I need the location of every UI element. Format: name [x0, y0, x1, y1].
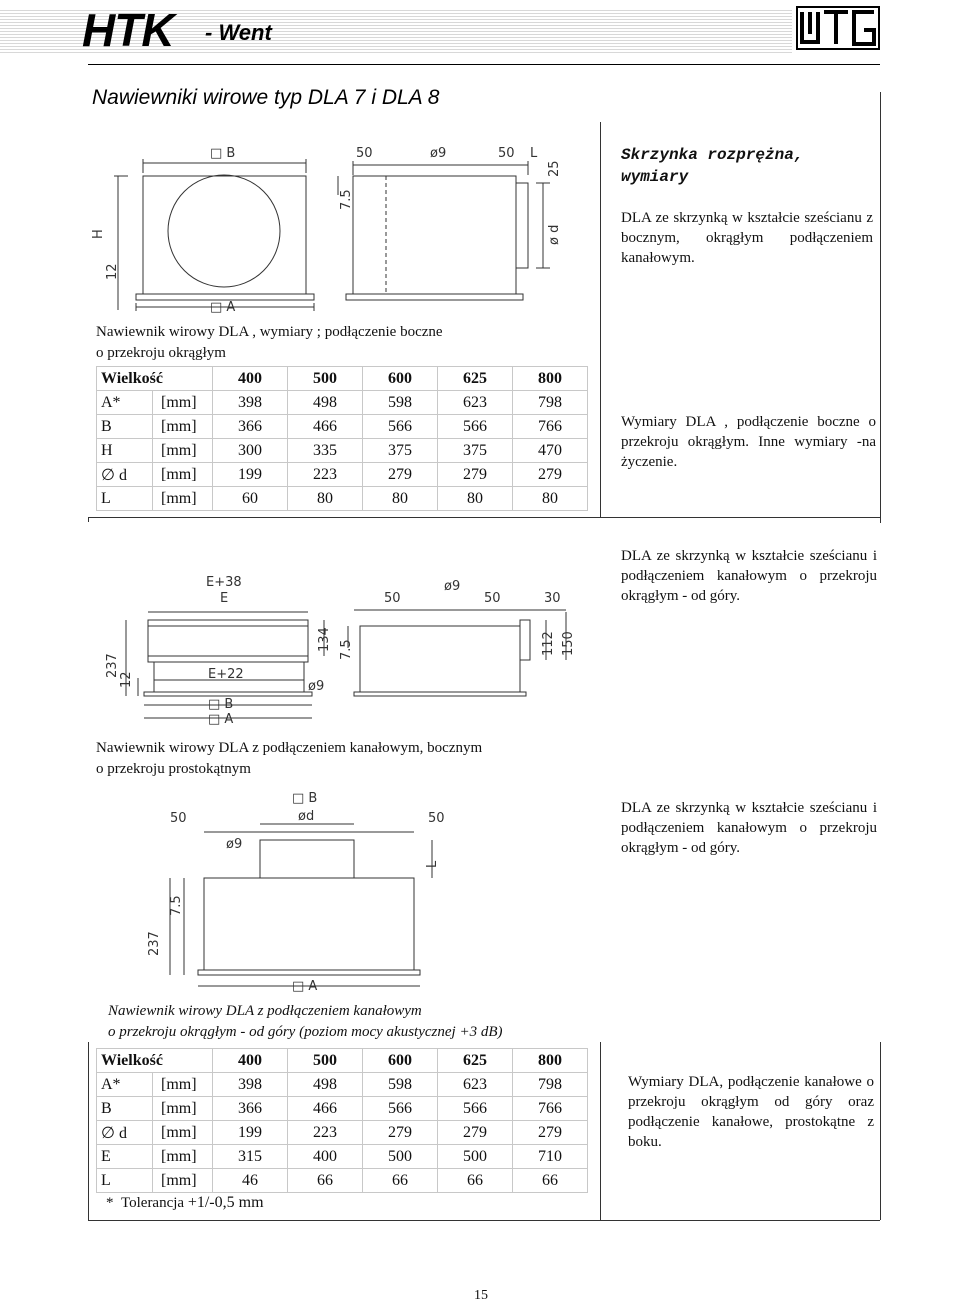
page-title: Nawiewniki wirowe typ DLA 7 i DLA 8: [92, 86, 440, 109]
row-label: B: [97, 1097, 153, 1121]
unit-cell: [mm]: [153, 1097, 213, 1121]
unit-cell: [mm]: [153, 1073, 213, 1097]
dim-50-right: 50: [498, 146, 515, 161]
unit-cell: [mm]: [153, 415, 213, 439]
spec-table-1: [96, 366, 588, 511]
row-label: L: [97, 1169, 153, 1193]
value-cell: 466: [288, 1097, 363, 1121]
dim-50-left-3: 50: [170, 811, 187, 826]
value-cell: 66: [288, 1169, 363, 1193]
value-cell: 46: [213, 1169, 288, 1193]
tolerance-star: *: [106, 1195, 114, 1211]
dim-h: H: [91, 229, 106, 239]
value-cell: 500: [438, 1145, 513, 1169]
value-cell: 600: [363, 367, 438, 391]
rule-tick: [88, 517, 89, 522]
htk-logo: HTK: [82, 4, 174, 56]
value-cell: 400: [213, 1049, 288, 1073]
value-cell: 60: [213, 487, 288, 511]
row-label: E: [97, 1145, 153, 1169]
dim-237: 237: [105, 653, 120, 678]
caption-1-line1: Nawiewnik wirowy DLA , wymiary ; podłączenie boczne: [96, 324, 443, 340]
dim-l3: L: [425, 860, 440, 868]
value-cell: 66: [513, 1169, 588, 1193]
value-cell: 279: [513, 1121, 588, 1145]
value-cell: 625: [438, 1049, 513, 1073]
section-rule-1: [88, 517, 880, 518]
value-cell: 80: [513, 487, 588, 511]
value-cell: 766: [513, 1097, 588, 1121]
dim-12: 12: [105, 263, 120, 280]
value-cell: 400: [288, 1145, 363, 1169]
dim-237-3: 237: [147, 931, 162, 956]
value-cell: 279: [438, 463, 513, 487]
dim-a2: □ A: [208, 712, 234, 727]
dim-30: 30: [544, 591, 561, 606]
value-cell: 600: [363, 1049, 438, 1073]
value-cell: 279: [438, 1121, 513, 1145]
value-cell: 498: [288, 1073, 363, 1097]
dim-150: 150: [561, 631, 576, 656]
row-label: ∅ d: [97, 463, 153, 487]
drawing-top-connection: [140, 788, 470, 996]
dim-134: 134: [317, 627, 332, 652]
row-label: Wielkość: [97, 367, 213, 391]
table-row: [97, 1169, 588, 1193]
tolerance-label: Tolerancja: [121, 1195, 185, 1211]
dim-50-right-2: 50: [484, 591, 501, 606]
table-row: [97, 1097, 588, 1121]
drawing-side-connection: [88, 135, 598, 315]
dim-25: 25: [547, 160, 562, 177]
divider-bottom: [600, 1042, 601, 1220]
unit-cell: [mm]: [153, 391, 213, 415]
table-row: [97, 1073, 588, 1097]
rule-tick: [880, 517, 881, 523]
side-text-4: DLA ze skrzynką w kształcie sześcianu i podłączeniem kanałowym o przekroju okrągłym - od góry.: [621, 800, 877, 856]
value-cell: 798: [513, 1073, 588, 1097]
caption-2-line2: o przekroju prostokątnym: [96, 761, 251, 777]
caption-2-line1: Nawiewnik wirowy DLA z podłączeniem kanałowym, bocznym: [96, 740, 483, 756]
value-cell: 300: [213, 439, 288, 463]
value-cell: 400: [213, 367, 288, 391]
right-border-top: [880, 92, 881, 517]
section-rule-2: [88, 1220, 880, 1221]
dim-od: ø d: [547, 224, 562, 245]
value-cell: 798: [513, 391, 588, 415]
value-cell: 366: [213, 1097, 288, 1121]
dim-12b: 12: [119, 671, 134, 688]
dim-phi9-b: ø9: [444, 579, 461, 594]
unit-cell: [mm]: [153, 439, 213, 463]
dim-112: 112: [541, 631, 556, 656]
value-cell: 500: [363, 1145, 438, 1169]
table-row: [97, 487, 588, 511]
value-cell: 623: [438, 391, 513, 415]
value-cell: 566: [363, 415, 438, 439]
value-cell: 366: [213, 415, 288, 439]
dim-od3: ød: [298, 809, 315, 824]
page-number: 15: [474, 1288, 488, 1303]
dim-a: □ A: [210, 300, 236, 315]
left-border-bottom: [88, 1042, 89, 1220]
value-cell: 199: [213, 1121, 288, 1145]
value-cell: 766: [513, 415, 588, 439]
value-cell: 80: [438, 487, 513, 511]
unit-cell: [mm]: [153, 487, 213, 511]
value-cell: 66: [363, 1169, 438, 1193]
dim-50-left: 50: [356, 146, 373, 161]
table-row: [97, 439, 588, 463]
unit-cell: [mm]: [153, 1121, 213, 1145]
dim-7-5c: 7.5: [169, 895, 184, 916]
row-label: A*: [97, 391, 153, 415]
value-cell: 498: [288, 391, 363, 415]
side-text-2: Wymiary DLA , podłączenie boczne o przekroju okrągłym. Inne wymiary -na życzenie.: [621, 414, 876, 470]
value-cell: 279: [513, 463, 588, 487]
value-cell: 66: [438, 1169, 513, 1193]
value-cell: 279: [363, 463, 438, 487]
caption-3-line2: o przekroju okrągłym - od góry (poziom mocy akustycznej +3 dB): [108, 1024, 503, 1040]
dim-50-left-2: 50: [384, 591, 401, 606]
unit-cell: [mm]: [153, 1145, 213, 1169]
value-cell: 223: [288, 463, 363, 487]
value-cell: 623: [438, 1073, 513, 1097]
value-cell: 500: [288, 367, 363, 391]
drawing-rect-connection: [96, 568, 586, 728]
value-cell: 335: [288, 439, 363, 463]
dim-e38: E+38: [206, 575, 242, 590]
side-heading-skrzynka: Skrzynka rozprężna, wymiary: [621, 146, 804, 186]
dim-e22: E+22: [208, 667, 244, 682]
value-cell: 598: [363, 391, 438, 415]
dim-phi9-a: ø9: [308, 679, 325, 694]
value-cell: 566: [363, 1097, 438, 1121]
value-cell: 710: [513, 1145, 588, 1169]
table-row: [97, 1121, 588, 1145]
dim-7-5: 7.5: [339, 189, 354, 210]
value-cell: 223: [288, 1121, 363, 1145]
value-cell: 375: [438, 439, 513, 463]
divider-top: [600, 122, 601, 517]
dim-l: L: [530, 146, 538, 161]
dim-50-right-3: 50: [428, 811, 445, 826]
dim-phi9: ø9: [430, 146, 447, 161]
dim-b2: □ B: [208, 697, 234, 712]
row-label: H: [97, 439, 153, 463]
row-label: L: [97, 487, 153, 511]
header-rule: [88, 64, 880, 65]
spec-table-2: [96, 1048, 588, 1193]
went-logo-text: - Went: [205, 20, 272, 45]
value-cell: 566: [438, 415, 513, 439]
table-row: [97, 463, 588, 487]
side-text-3: DLA ze skrzynką w kształcie sześcianu i podłączeniem kanałowym o przekroju okrągłym - od góry.: [621, 548, 877, 604]
value-cell: 470: [513, 439, 588, 463]
unit-cell: [mm]: [153, 463, 213, 487]
value-cell: 279: [363, 1121, 438, 1145]
value-cell: 598: [363, 1073, 438, 1097]
value-cell: 625: [438, 367, 513, 391]
value-cell: 80: [363, 487, 438, 511]
table-row: [97, 415, 588, 439]
dim-e: E: [220, 591, 229, 606]
table-header-row: [97, 1049, 588, 1073]
table-row: [97, 391, 588, 415]
dim-phi9-3: ø9: [226, 837, 243, 852]
value-cell: 315: [213, 1145, 288, 1169]
row-label: A*: [97, 1073, 153, 1097]
row-label: B: [97, 415, 153, 439]
caption-3-line1: Nawiewnik wirowy DLA z podłączeniem kanałowym: [108, 1003, 422, 1019]
row-label: Wielkość: [97, 1049, 213, 1073]
dim-b3: □ B: [292, 791, 318, 806]
side-text-5: Wymiary DLA, podłączenie kanałowe o przekroju okrągłym od góry oraz podłączenie kanałowe, prostokątne z boku.: [628, 1074, 874, 1150]
value-cell: 199: [213, 463, 288, 487]
dim-7-5b: 7.5: [339, 639, 354, 660]
row-label: ∅ d: [97, 1121, 153, 1145]
value-cell: 500: [288, 1049, 363, 1073]
side-text-1: DLA ze skrzynką w kształcie sześcianu z bocznym, okrągłym podłączeniem kanałowym.: [621, 210, 873, 266]
value-cell: 375: [363, 439, 438, 463]
tolerance-note: [106, 1194, 264, 1212]
table-header-row: [97, 367, 588, 391]
caption-1-line2: o przekroju okrągłym: [96, 345, 226, 361]
dim-a3: □ A: [292, 979, 318, 994]
dim-b: □ B: [210, 146, 236, 161]
unit-cell: [mm]: [153, 1169, 213, 1193]
table-row: [97, 1145, 588, 1169]
value-cell: 80: [288, 487, 363, 511]
value-cell: 398: [213, 1073, 288, 1097]
value-cell: 466: [288, 415, 363, 439]
value-cell: 566: [438, 1097, 513, 1121]
value-cell: 800: [513, 367, 588, 391]
value-cell: 398: [213, 391, 288, 415]
right-border-bottom: [880, 1042, 881, 1220]
tolerance-value: +1/-0,5 mm: [187, 1194, 264, 1211]
utg-logo: [796, 6, 880, 50]
value-cell: 800: [513, 1049, 588, 1073]
